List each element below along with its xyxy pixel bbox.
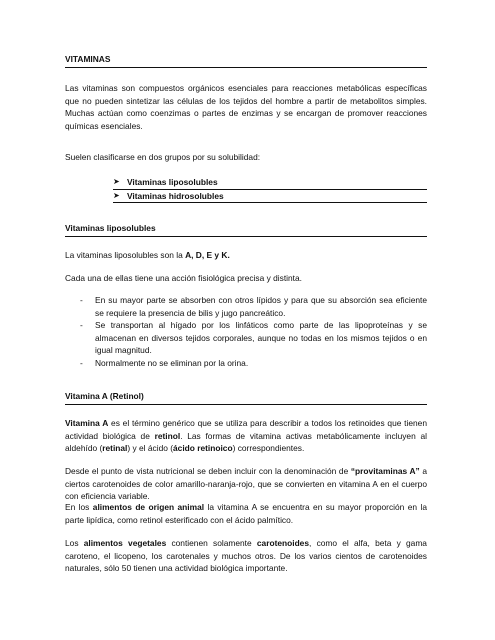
- liposolubles-intro-text: La vitaminas liposolubles son la: [65, 250, 186, 260]
- group-item: [113, 176, 427, 190]
- liposolubles-intro: [65, 249, 427, 262]
- text-run: , como el alfa, beta y gama caroteno, el licopeno, los carotenales y muchos otros. De los varios cientos de carotenoides naturales, sólo 50 tienen una actividad biológica importante.: [65, 538, 427, 573]
- liposolubles-action-text: Cada una de ellas tiene una acción fisiológica precisa y distinta.: [65, 273, 302, 283]
- section-heading-liposolubles: Vitaminas liposolubles: [65, 222, 427, 237]
- dash-bullet: -: [80, 295, 83, 305]
- page-title: VITAMINAS: [65, 53, 427, 68]
- bold-term: Vitamina A: [65, 418, 109, 428]
- text-run: En los: [65, 502, 93, 512]
- group-list: [113, 176, 427, 203]
- liposolubles-points: [80, 294, 427, 369]
- text-run: ) y el ácido (: [127, 443, 174, 453]
- text-run: Los: [65, 538, 84, 548]
- text-run: contienen solamente: [166, 538, 257, 548]
- list-item-text: Normalmente no se eliminan por la orina.: [95, 357, 249, 368]
- classification-text: Suelen clasificarse en dos grupos por su solubilidad:: [65, 152, 261, 162]
- list-item: [80, 357, 427, 370]
- intro-paragraph: Las vitaminas son compuestos orgánicos esenciales para reacciones metabólicas específicas que no pueden sintetizar las células de los tejidos del hombre a partir de metabolitos simples. Muchas actúan como coenzimas o partes de enzimas y se encargan de promover reacciones químicas esenciales.: [65, 83, 427, 131]
- bold-term: retinal: [102, 443, 128, 453]
- text-run: a ciertos carotenoides de color amarillo-naranja-rojo, que se convierten en vitamina A en el cuerpo con eficiencia variable.: [65, 466, 427, 501]
- bold-term: alimentos de origen animal: [92, 502, 205, 512]
- vitamina-a-paragraph-2: [65, 465, 427, 503]
- group-item: [113, 190, 427, 204]
- text-run: la vitamina A se encuentra en su mayor proporción en la parte lipídica, como retinol esterificado con el ácido palmítico.: [65, 502, 427, 525]
- section-heading-vitamina-a: Vitamina A (Retinol): [65, 390, 427, 405]
- bold-term: “provitaminas A”: [350, 466, 420, 476]
- text-run: es el término genérico que se utiliza para describir a todos los retinoides que tienen actividad biológica de: [65, 418, 427, 441]
- list-item-text: Se transportan al hígado por los linfáticos como parte de las lipoproteínas y se almacenan en diversos tejidos corporales, aunque no todas en los mismos tejidos o en igual magnitud.: [95, 320, 427, 355]
- bold-term: ácido retinoico: [173, 443, 233, 453]
- vitamina-a-paragraph-1: [65, 417, 427, 455]
- bold-term: retinol: [154, 430, 181, 441]
- arrow-bullet-icon: ➤: [113, 190, 120, 200]
- vitamina-a-paragraph-3: [65, 501, 427, 526]
- text-run: Desde el punto de vista nutricional se deben incluir con la denominación de: [65, 466, 351, 476]
- dash-bullet: -: [80, 357, 83, 368]
- text-run: ) correspondientes.: [232, 443, 305, 453]
- bold-term: alimentos vegetales: [83, 538, 167, 548]
- arrow-bullet-icon: ➤: [113, 177, 120, 186]
- list-item: [80, 319, 427, 357]
- list-item: [80, 294, 427, 319]
- group-item-label: Vitaminas liposolubles: [127, 177, 218, 187]
- list-item-text: En su mayor parte se absorben con otros lípidos y para que su absorción sea eficiente se requiere la presencia de bilis y jugo pancreático.: [95, 295, 427, 318]
- vitamina-a-paragraph-4: [65, 537, 427, 575]
- liposolubles-list-bold: A, D, E y K.: [185, 250, 230, 260]
- group-item-label: Vitaminas hidrosolubles: [127, 190, 224, 201]
- text-run: . Las formas de vitamina activas metabólicamente incluyen al aldehído (: [65, 430, 427, 453]
- bold-term: carotenoides: [256, 538, 310, 548]
- dash-bullet: -: [80, 320, 83, 330]
